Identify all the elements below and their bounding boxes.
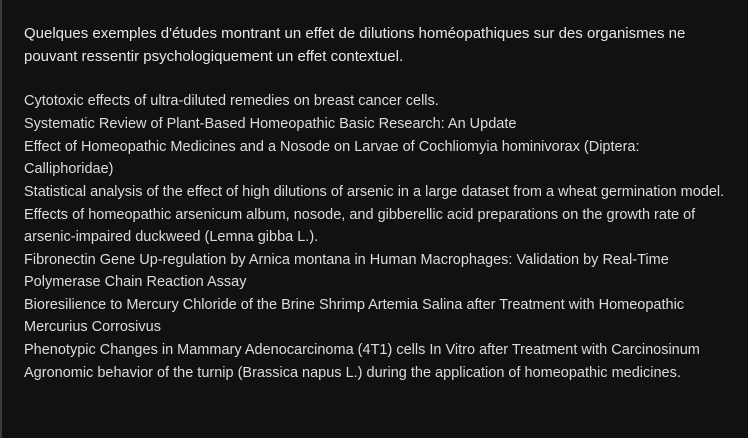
intro-paragraph: Quelques exemples d'études montrant un effet de dilutions homéopathiques sur des organismes ne pouvant ressentir psychologiquement un effet contextuel. bbox=[24, 25, 686, 65]
list-item: Fibronectin Gene Up-regulation by Arnica montana in Human Macrophages: Validation by Real-Time Polymerase Chain Reaction Assay bbox=[24, 252, 669, 290]
list-item: Effects of homeopathic arsenicum album, nosode, and gibberellic acid preparations on the growth rate of arsenic-impaired duckweed (Lemna gibba L.). bbox=[24, 207, 696, 245]
study-list bbox=[24, 90, 726, 384]
list-item: Effect of Homeopathic Medicines and a Nosode on Larvae of Cochliomyia hominivorax (Diptera: Calliphoridae) bbox=[24, 139, 640, 177]
document-content bbox=[2, 0, 748, 384]
list-item: Systematic Review of Plant-Based Homeopathic Basic Research: An Update bbox=[24, 116, 517, 132]
list-item: Agronomic behavior of the turnip (Brassica napus L.) during the application of homeopathic medicines. bbox=[24, 365, 681, 381]
list-item: Cytotoxic effects of ultra-diluted remedies on breast cancer cells. bbox=[24, 93, 439, 109]
list-item: Phenotypic Changes in Mammary Adenocarcinoma (4T1) cells In Vitro after Treatment with Carcinosinum bbox=[24, 342, 700, 358]
list-item: Bioresilience to Mercury Chloride of the Brine Shrimp Artemia Salina after Treatment with Homeopathic Mercurius Corrosivus bbox=[24, 297, 685, 335]
list-item: Statistical analysis of the effect of high dilutions of arsenic in a large dataset from a wheat germination model. bbox=[24, 184, 725, 200]
